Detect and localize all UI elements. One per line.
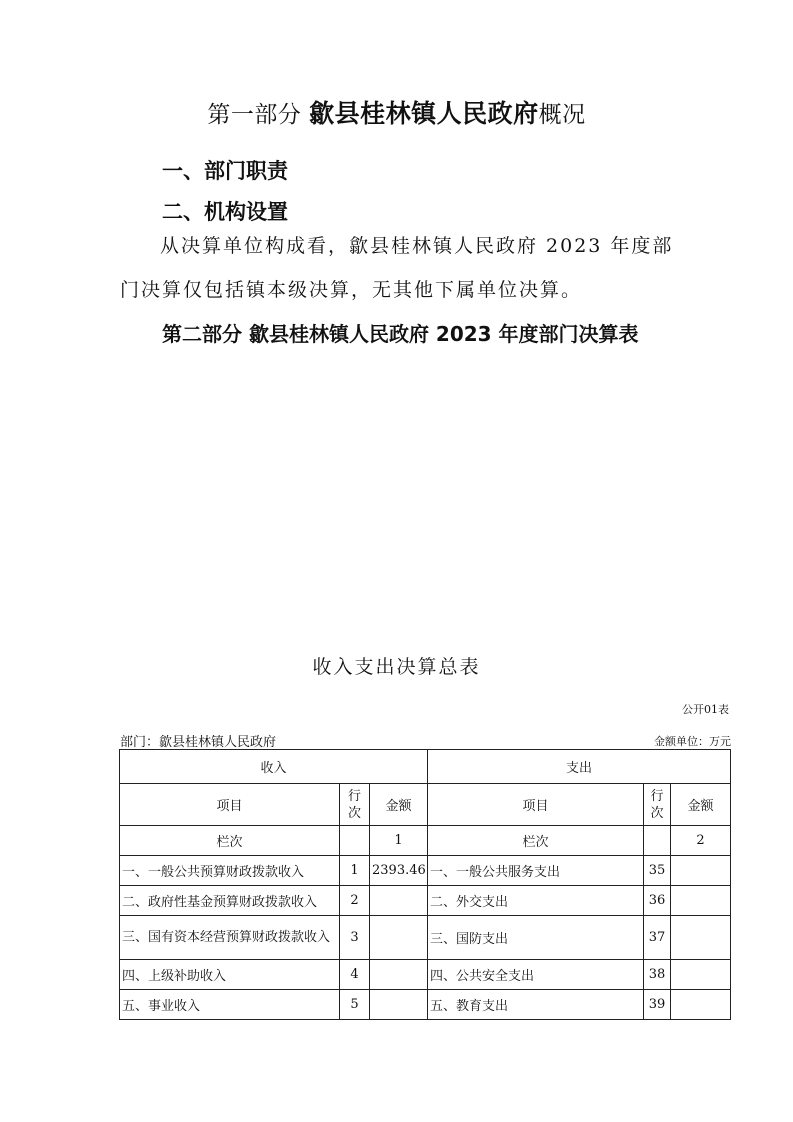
income-amount: 2393.46	[370, 856, 428, 886]
expense-amount	[671, 886, 731, 916]
expense-row-no: 36	[644, 886, 671, 916]
header-row-columns	[120, 784, 731, 826]
empty-cell	[644, 826, 671, 856]
amount-unit: 金额单位：万元	[654, 735, 731, 748]
department-label: 部门：歙县桂林镇人民政府	[120, 735, 277, 750]
expense-header: 支出	[428, 750, 731, 784]
empty-cell	[340, 826, 370, 856]
table-row	[120, 960, 731, 990]
table-row	[120, 856, 731, 886]
part1-suffix: 概况	[538, 102, 586, 128]
income-item: 一、一般公共预算财政拨款收入	[120, 856, 340, 886]
header-row-sections	[120, 750, 731, 784]
structure-paragraph	[120, 224, 700, 312]
expense-col-number: 2	[671, 826, 731, 856]
income-col-number: 1	[370, 826, 428, 856]
section-structure: 二、机构设置	[162, 200, 288, 224]
lanci-row	[120, 826, 731, 856]
income-header: 收入	[120, 750, 428, 784]
expense-amount	[671, 960, 731, 990]
expense-row-no: 35	[644, 856, 671, 886]
expense-item-header: 项目	[428, 784, 644, 826]
income-row-header: 行次	[340, 784, 370, 826]
expense-row-no: 38	[644, 960, 671, 990]
income-row-no: 4	[340, 960, 370, 990]
expense-amount	[671, 916, 731, 960]
expense-item: 二、外交支出	[428, 886, 644, 916]
expense-amount-header: 金额	[671, 784, 731, 826]
income-row-no: 3	[340, 916, 370, 960]
income-amount	[370, 960, 428, 990]
expense-item: 四、公共安全支出	[428, 960, 644, 990]
income-item: 五、事业收入	[120, 990, 340, 1020]
expense-row-no: 37	[644, 916, 671, 960]
income-row-no: 2	[340, 886, 370, 916]
expense-item: 一、一般公共服务支出	[428, 856, 644, 886]
expense-row-no: 39	[644, 990, 671, 1020]
table-row	[120, 886, 731, 916]
income-row-no: 1	[340, 856, 370, 886]
part1-org-name: 歙县桂林镇人民政府	[309, 99, 539, 128]
table-row	[120, 990, 731, 1020]
income-row-no: 5	[340, 990, 370, 1020]
paragraph-line-2: 门决算仅包括镇本级决算，无其他下属单位决算。	[120, 279, 583, 301]
part2-heading: 第二部分 歙县桂林镇人民政府 2023 年度部门决算表	[162, 322, 639, 346]
part1-prefix: 第一部分	[207, 102, 302, 128]
table-row	[120, 916, 731, 960]
income-item: 二、政府性基金预算财政拨款收入	[120, 886, 340, 916]
paragraph-line-1: 从决算单位构成看，歙县桂林镇人民政府 2023 年度部	[160, 235, 674, 257]
income-amount	[370, 916, 428, 960]
income-amount	[370, 886, 428, 916]
expense-item: 五、教育支出	[428, 990, 644, 1020]
income-amount	[370, 990, 428, 1020]
expense-lanci: 栏次	[428, 826, 644, 856]
table-code: 公开01表	[682, 703, 729, 716]
income-lanci: 栏次	[120, 826, 340, 856]
part1-heading	[0, 94, 793, 130]
section-responsibilities: 一、部门职责	[162, 159, 288, 183]
income-amount-header: 金额	[370, 784, 428, 826]
expense-amount	[671, 856, 731, 886]
expense-item: 三、国防支出	[428, 916, 644, 960]
income-item: 三、国有资本经营预算财政拨款收入	[120, 916, 340, 960]
expense-row-header: 行次	[644, 784, 671, 826]
income-item: 四、上级补助收入	[120, 960, 340, 990]
expense-amount	[671, 990, 731, 1020]
income-item-header: 项目	[120, 784, 340, 826]
table-title: 收入支出决算总表	[312, 656, 481, 678]
income-expense-table	[119, 749, 731, 1020]
